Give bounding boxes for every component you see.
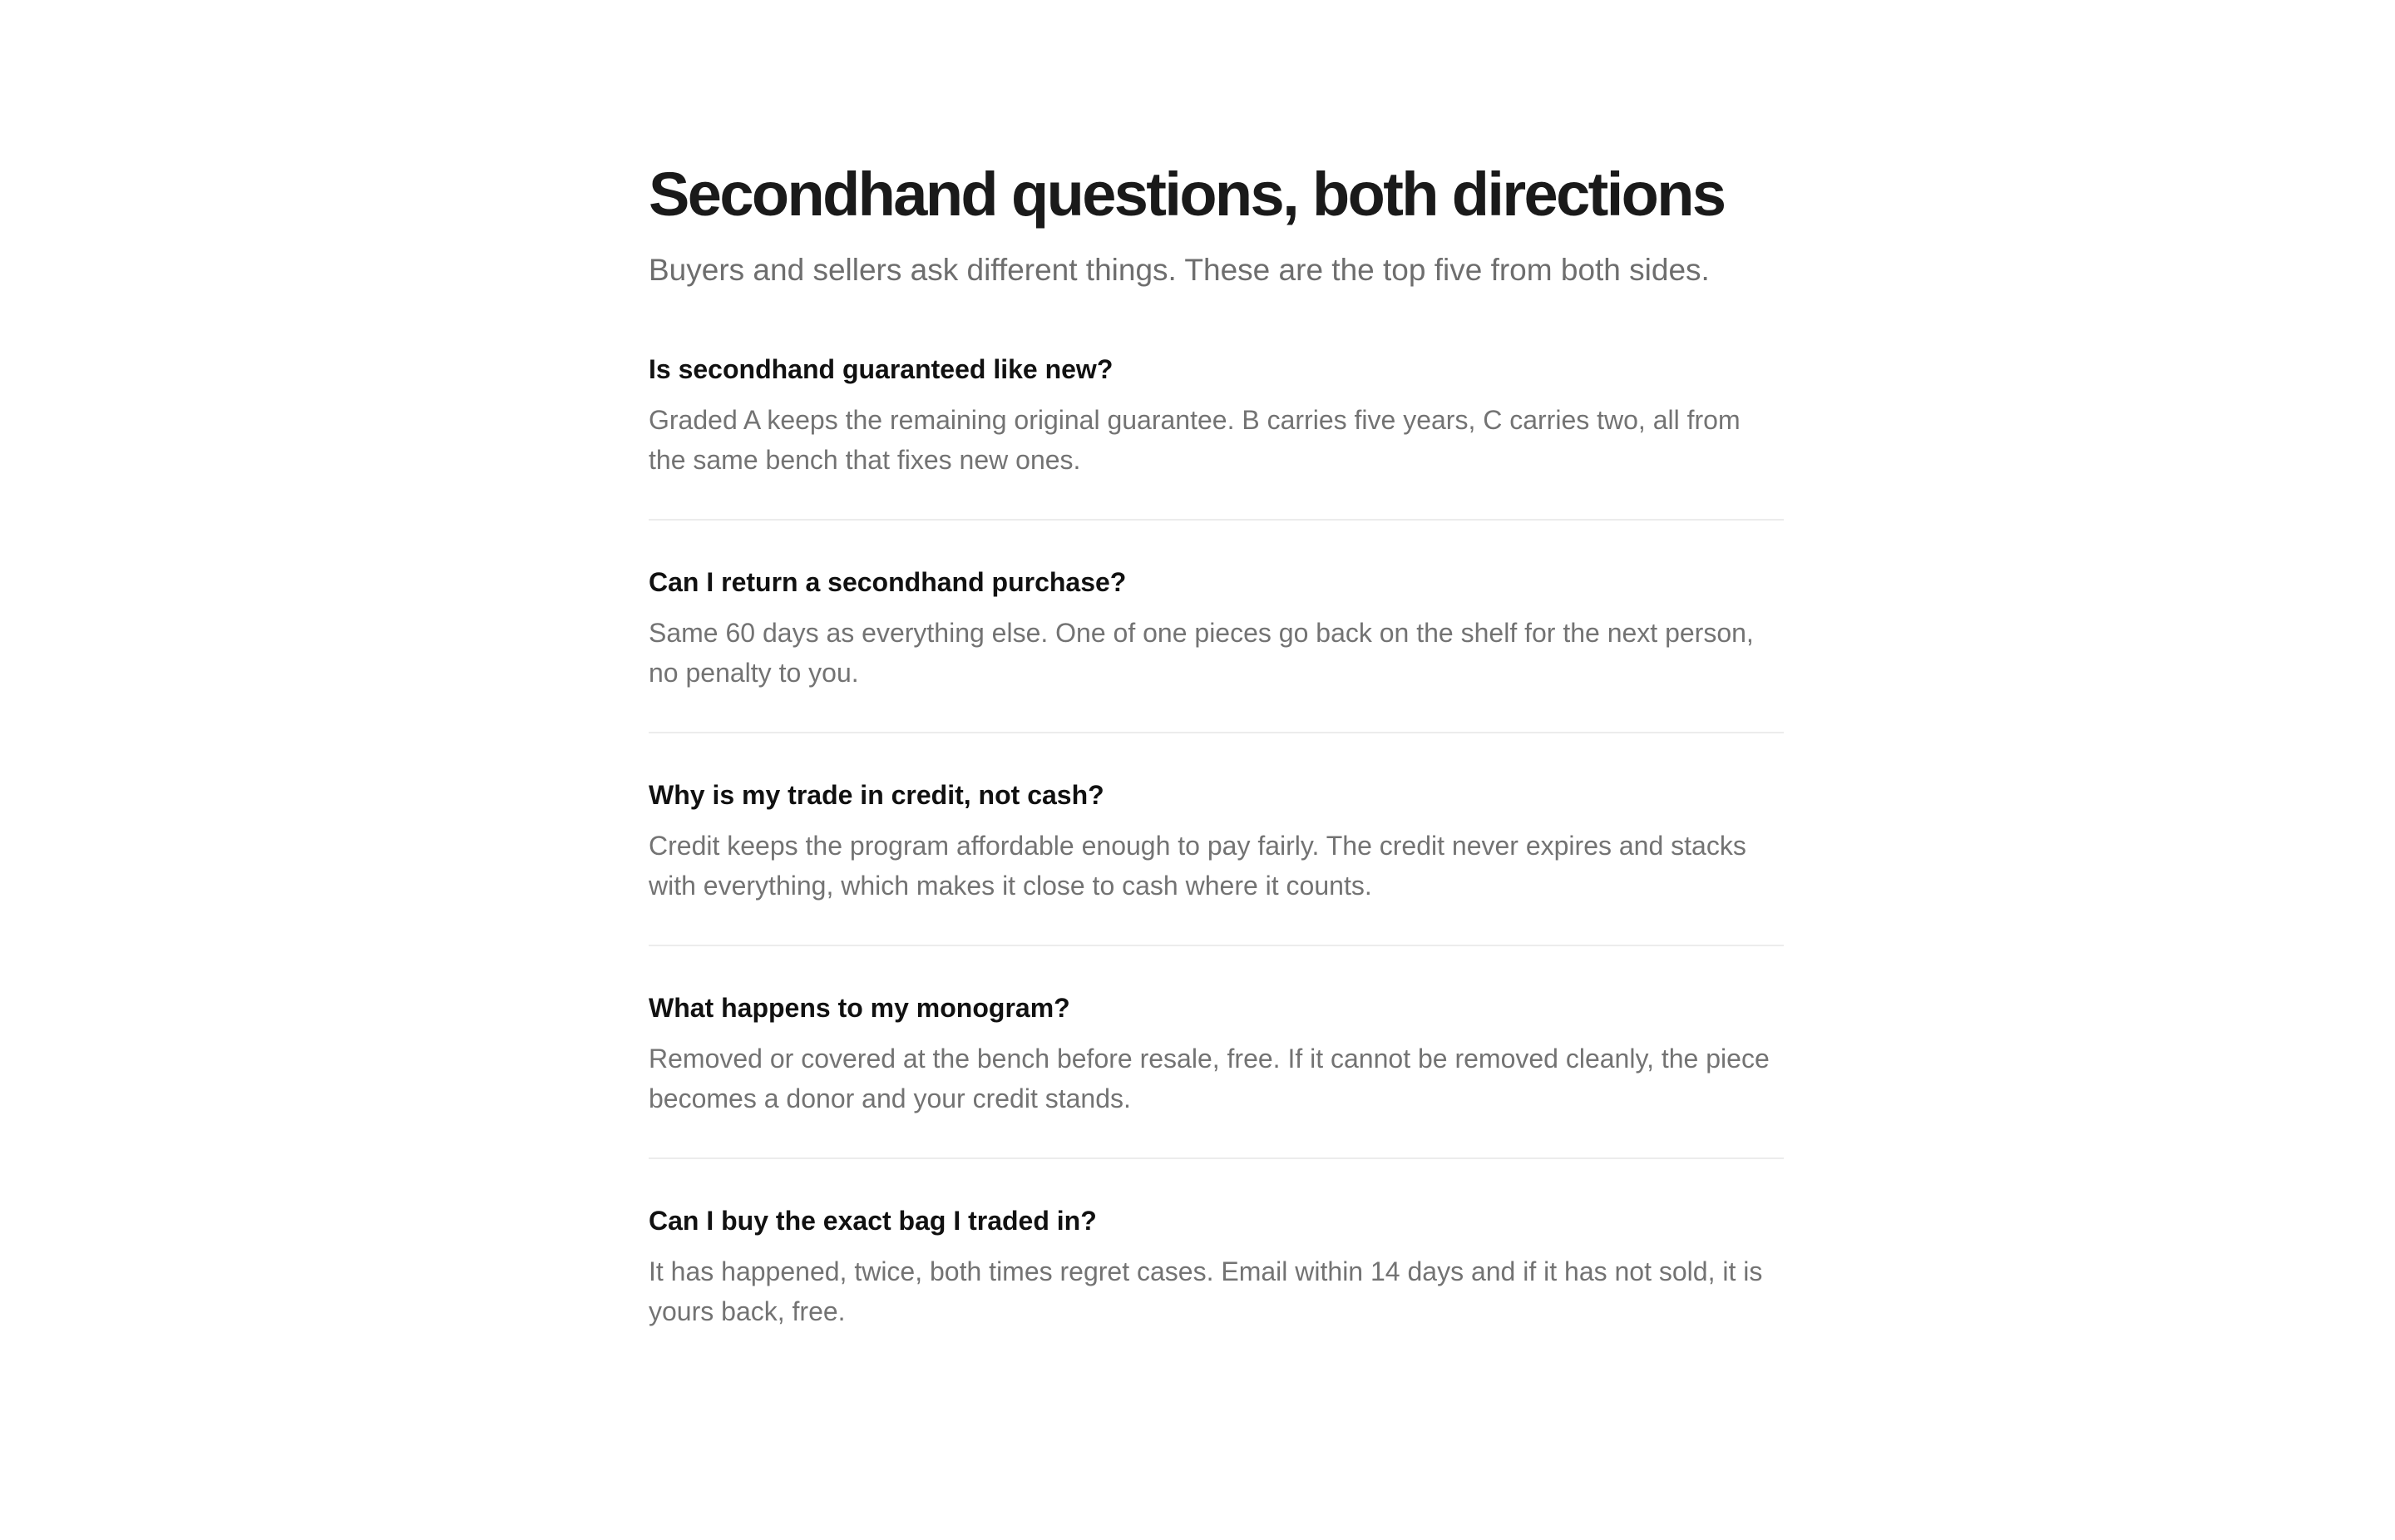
faq-page — [649, 158, 1784, 1370]
faq-answer: Credit keeps the program affordable enough to pay fairly. The credit never expires and stacks with everything, which makes it close to cash where it counts. — [649, 831, 1746, 901]
page-subtitle: Buyers and sellers ask different things. These are the top five from both sides. — [649, 253, 1710, 287]
faq-item — [649, 565, 1784, 733]
faq-question: Is secondhand guaranteed like new? — [649, 354, 1114, 384]
faq-item — [649, 352, 1784, 521]
faq-question: Can I buy the exact bag I traded in? — [649, 1206, 1097, 1236]
page-title: Secondhand questions, both directions — [649, 160, 1725, 229]
faq-answer: Graded A keeps the remaining original guarantee. B carries five years, C carries two, all from the same bench that fixes new ones. — [649, 405, 1741, 475]
faq-item — [649, 990, 1784, 1159]
faq-answer: It has happened, twice, both times regret cases. Email within 14 days and if it has not sold, it is yours back, free. — [649, 1256, 1763, 1326]
faq-item — [649, 1203, 1784, 1370]
faq-question: Why is my trade in credit, not cash? — [649, 780, 1104, 810]
faq-list — [649, 352, 1784, 1370]
faq-answer: Same 60 days as everything else. One of one pieces go back on the shelf for the next person, no penalty to you. — [649, 618, 1754, 688]
faq-question: What happens to my monogram? — [649, 993, 1070, 1023]
faq-answer: Removed or covered at the bench before resale, free. If it cannot be removed cleanly, the piece becomes a donor and your credit stands. — [649, 1044, 1770, 1113]
faq-item — [649, 777, 1784, 946]
faq-question: Can I return a secondhand purchase? — [649, 567, 1127, 597]
